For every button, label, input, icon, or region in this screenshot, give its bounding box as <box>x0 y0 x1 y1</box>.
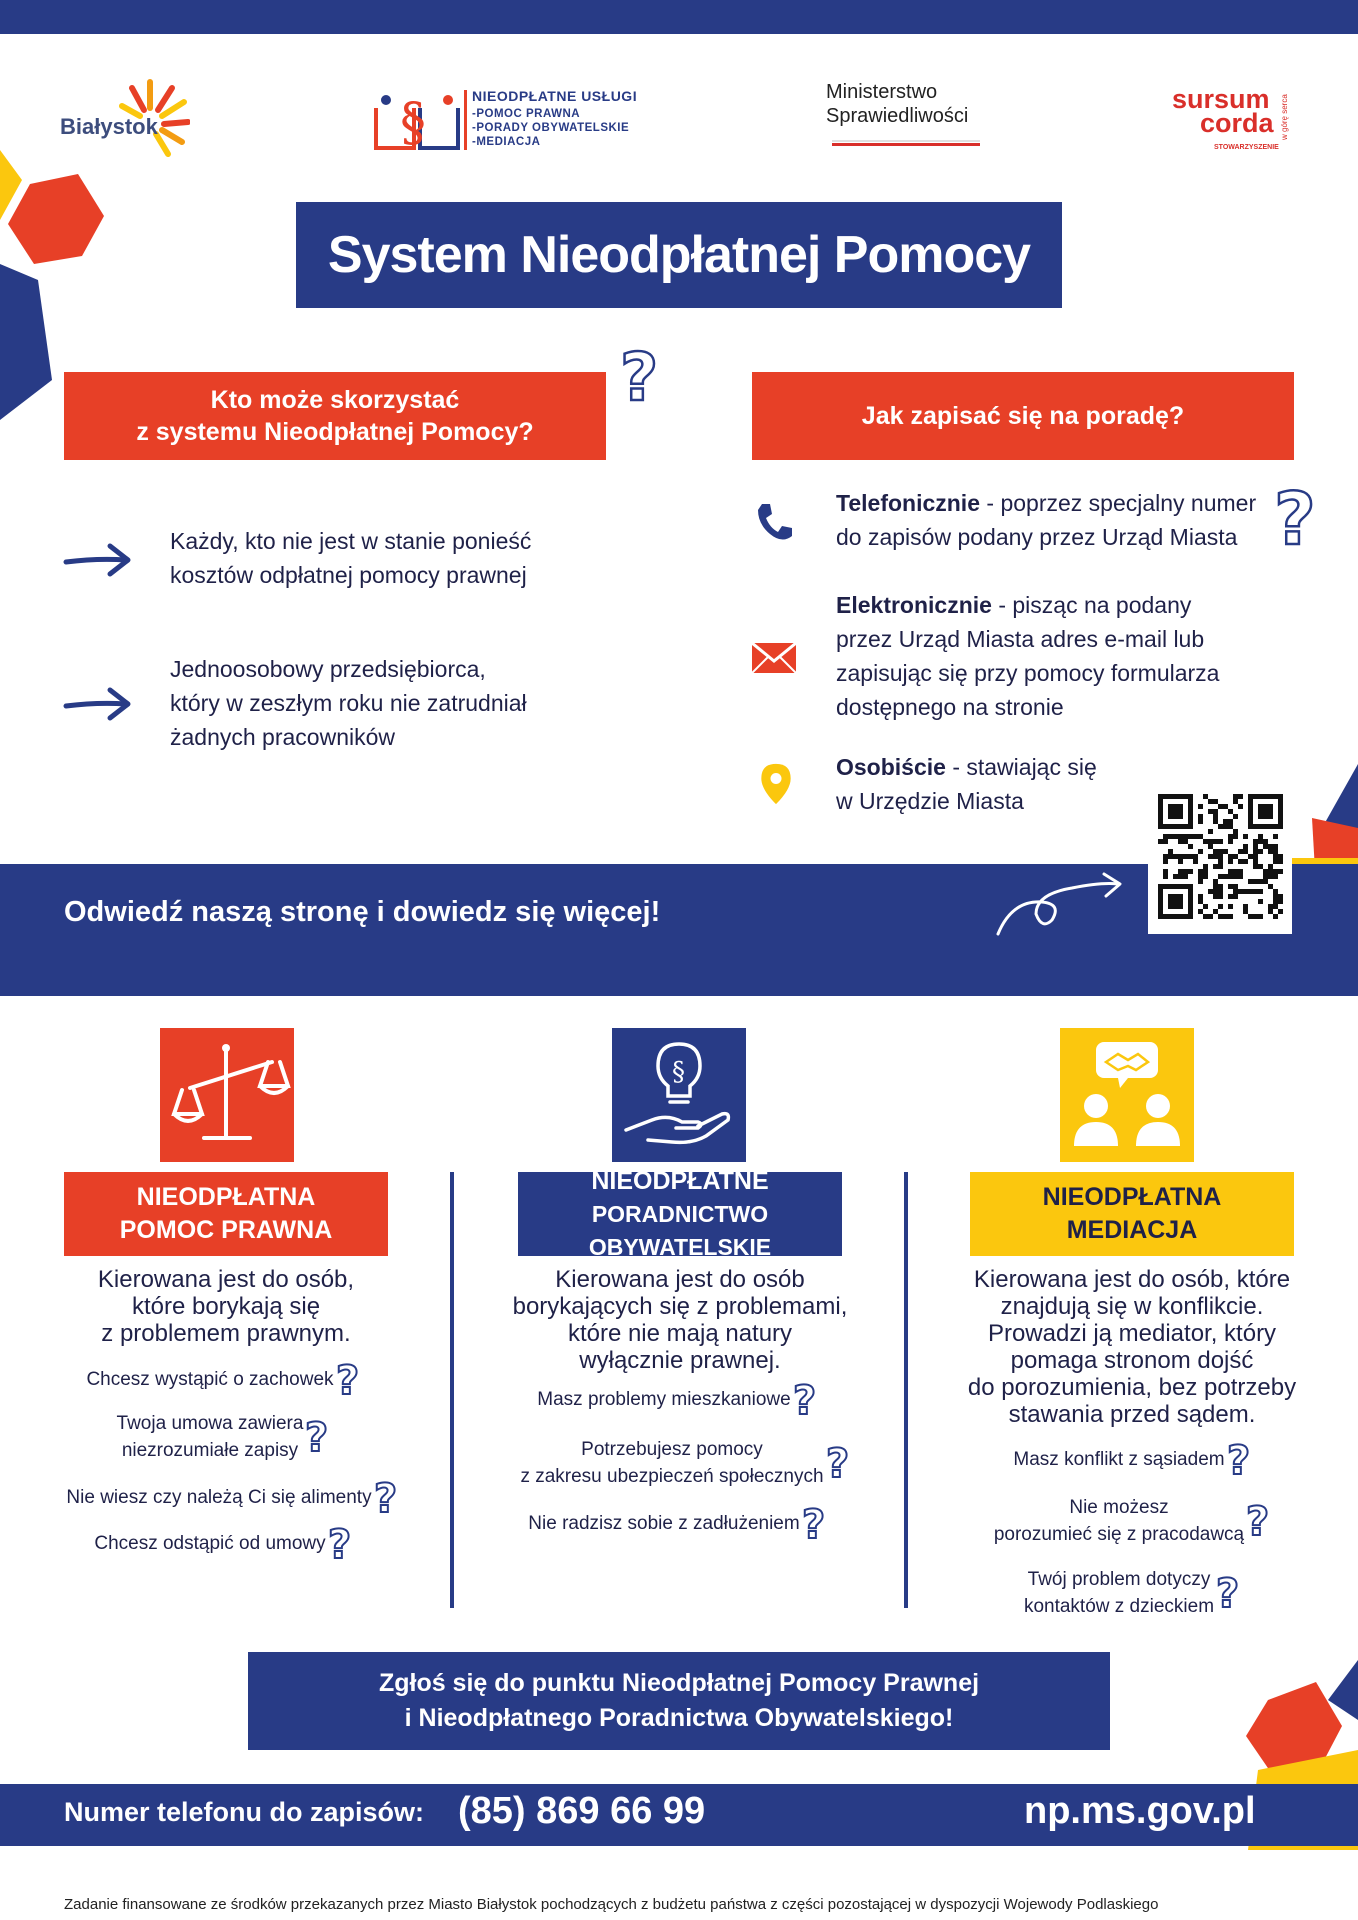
card-desc-civic <box>494 1266 866 1374</box>
visit-text: Odwiedź naszą stronę i dowiedz się więcej! <box>64 896 661 928</box>
card-desc-line: pomaga stronom dojść <box>1010 1347 1254 1374</box>
logo-ms-line: Sprawiedliwości <box>826 105 969 127</box>
who-heading-line: Kto może skorzystać <box>210 386 460 414</box>
svg-text:?: ? <box>373 1476 397 1520</box>
location-pin-icon <box>754 762 798 806</box>
card-question-text: Masz problemy mieszkaniowe <box>537 1389 791 1411</box>
card-desc-line: wyłącznie prawnej. <box>579 1347 781 1374</box>
question-mark-icon <box>326 1522 358 1566</box>
footer-note: Zadanie finansowane ze środków przekazanych przez Miasto Białystok pochodzących z budżetu państwa z części pozostającej w dyspozycji Wojewody Podlaskiego <box>64 1896 1159 1913</box>
how-item-line: - stawiając się <box>945 754 1097 780</box>
logo-nu-line: -PORADY OBYWATELSKIE <box>472 122 630 134</box>
card-desc-line: Kierowana jest do osób, <box>97 1266 355 1293</box>
card-question <box>500 1378 860 1422</box>
card-question-text: porozumieć się z pracodawcą <box>993 1524 1245 1545</box>
card-heading-mediation <box>970 1172 1294 1256</box>
card-question-text: niezrozumiałe zapisy <box>121 1440 299 1461</box>
qr-code[interactable] <box>1148 784 1292 934</box>
logo-nu-line: -MEDIACJA <box>472 136 541 148</box>
card-desc-legal <box>44 1266 408 1347</box>
card-desc-line: które nie mają natury <box>567 1320 793 1347</box>
question-mark-icon <box>1225 1438 1257 1482</box>
svg-text:?: ? <box>620 342 659 416</box>
card-icon-box <box>1060 1028 1194 1162</box>
card-desc-mediation <box>940 1266 1324 1428</box>
card-question-text: Nie radzisz sobie z zadłużeniem <box>528 1513 800 1535</box>
cta-line: Zgłoś się do punktu Nieodpłatnej Pomocy Prawnej <box>378 1669 980 1697</box>
card-desc-line: borykających się z problemami, <box>512 1293 848 1320</box>
who-item-1 <box>170 524 531 592</box>
logo-bialystok <box>60 78 200 158</box>
logo-nieodplatne-uslugi <box>372 82 652 154</box>
card-desc-line: Kierowana jest do osób <box>555 1266 805 1293</box>
card-question <box>500 1502 860 1546</box>
arrow-right-icon <box>62 684 134 724</box>
how-item-line: dostępnego na stronie <box>836 694 1064 720</box>
card-question <box>950 1494 1320 1548</box>
card-heading-legal <box>64 1172 388 1256</box>
card-desc-line: stawania przed sądem. <box>1008 1401 1256 1428</box>
logo-sursum-corda <box>1172 84 1302 159</box>
how-item-line: - poprzez specjalny numer <box>980 490 1257 516</box>
who-item-line: żadnych pracowników <box>170 724 396 750</box>
card-question <box>950 1438 1320 1482</box>
logo-sc-side: w górę serca <box>1280 94 1289 140</box>
who-item-line: Jednoosobowy przedsiębiorca, <box>170 656 486 682</box>
card-question <box>50 1410 402 1464</box>
question-mark-icon <box>824 1441 856 1485</box>
question-mark-icon <box>800 1502 832 1546</box>
logo-nu-title: NIEODPŁATNE USŁUGI <box>472 88 638 104</box>
logo-sc-word2: corda <box>1200 108 1274 138</box>
logo-sc-sub: STOWARZYSZENIE <box>1214 144 1279 151</box>
svg-text:?: ? <box>335 1358 359 1402</box>
svg-text:?: ? <box>305 1415 329 1459</box>
question-mark-icon <box>616 342 672 420</box>
svg-text:?: ? <box>1226 1438 1250 1482</box>
how-item-bold: Osobiście <box>836 754 946 780</box>
card-heading-line: NIEODPŁATNA <box>1042 1183 1222 1211</box>
card-question-text: Chcesz odstąpić od umowy <box>94 1533 326 1555</box>
card-desc-line: do porozumienia, bez potrzeby <box>967 1374 1297 1401</box>
cta-line: i Nieodpłatnego Poradnictwa Obywatelskiego! <box>404 1704 954 1732</box>
who-heading-line: z systemu Nieodpłatnej Pomocy? <box>136 418 534 446</box>
page-title: System Nieodpłatnej Pomocy <box>296 202 1062 308</box>
card-heading-line: NIEODPŁATNA <box>136 1183 316 1211</box>
phone-number[interactable]: (85) 869 66 99 <box>458 1790 706 1832</box>
column-divider <box>450 1172 454 1608</box>
how-item-bold: Telefonicznie <box>836 490 980 516</box>
card-icon-box <box>612 1028 746 1162</box>
card-question <box>950 1566 1320 1620</box>
how-item-line: w Urzędzie Miasta <box>836 788 1024 814</box>
lightbulb-hand-icon <box>612 1028 746 1162</box>
card-desc-line: z problemem prawnym. <box>101 1320 351 1347</box>
question-mark-icon <box>1244 1499 1276 1543</box>
logo-bialystok-text: Białystok <box>60 114 158 139</box>
card-heading-line: PORADNICTWO OBYWATELSKIE <box>588 1200 772 1260</box>
card-question-text: Nie wiesz czy należą Ci się alimenty <box>66 1487 372 1509</box>
swirl-arrow-icon <box>992 870 1132 940</box>
svg-text:?: ? <box>825 1441 849 1485</box>
logo-ms-rule-red <box>832 143 980 146</box>
svg-text:?: ? <box>801 1502 825 1546</box>
card-question-text: Twój problem dotyczy <box>1027 1569 1211 1590</box>
column-divider <box>904 1172 908 1608</box>
svg-text:?: ? <box>792 1378 816 1422</box>
question-mark-icon <box>1214 1571 1246 1615</box>
card-question-text: Nie możesz <box>1069 1497 1169 1518</box>
card-question-text: Masz konflikt z sąsiadem <box>1013 1449 1225 1471</box>
card-heading-line: POMOC PRAWNA <box>119 1216 333 1244</box>
card-desc-line: Kierowana jest do osób, które <box>973 1266 1291 1293</box>
card-desc-line: znajdują się w konflikcie. <box>1000 1293 1264 1320</box>
logo-ministerstwo <box>826 80 1006 150</box>
who-heading <box>64 372 606 460</box>
site-url[interactable]: np.ms.gov.pl <box>1024 1790 1256 1832</box>
cta-banner <box>248 1652 1110 1750</box>
how-item-in-person <box>836 750 1097 818</box>
card-question-text: Twoja umowa zawiera <box>116 1413 304 1434</box>
arrow-right-icon <box>62 540 134 580</box>
question-mark-icon <box>372 1476 404 1520</box>
who-item-2 <box>170 652 527 754</box>
svg-text:?: ? <box>1216 1571 1240 1615</box>
question-mark-icon <box>791 1378 823 1422</box>
qr-code-image <box>1148 784 1292 934</box>
who-item-line: kosztów odpłatnej pomocy prawnej <box>170 562 527 588</box>
logo-ms-line: Ministerstwo <box>826 81 938 103</box>
how-heading: Jak zapisać się na poradę? <box>752 372 1294 460</box>
scales-icon <box>160 1028 294 1162</box>
phone-label: Numer telefonu do zapisów: <box>64 1797 425 1827</box>
question-mark-icon <box>334 1358 366 1402</box>
question-mark-icon <box>1272 478 1328 562</box>
phone-icon <box>752 500 796 544</box>
how-item-line: do zapisów podany przez Urząd Miasta <box>836 524 1238 550</box>
who-item-line: Każdy, kto nie jest w stanie ponieść <box>170 528 532 554</box>
how-item-line: przez Urząd Miasta adres e-mail lub <box>836 626 1205 652</box>
card-desc-line: które borykają się <box>131 1293 321 1320</box>
card-question <box>50 1476 420 1520</box>
how-item-line: zapisując się przy pomocy formularza <box>836 660 1220 686</box>
card-question-text: z zakresu ubezpieczeń społecznych <box>520 1466 824 1487</box>
how-item-email <box>836 588 1219 724</box>
svg-text:?: ? <box>1246 1499 1270 1543</box>
who-item-line: który w zeszłym roku nie zatrudniał <box>170 690 527 716</box>
card-question <box>500 1436 876 1490</box>
top-bar <box>0 0 1358 34</box>
mediation-people-icon <box>1060 1028 1194 1162</box>
card-icon-box <box>160 1028 294 1162</box>
logo-nu-line: -POMOC PRAWNA <box>472 108 581 120</box>
card-question <box>50 1522 402 1566</box>
card-desc-line: Prowadzi ją mediator, który <box>987 1320 1277 1347</box>
card-heading-civic <box>518 1166 842 1260</box>
card-question-text: Chcesz wystąpić o zachowek <box>86 1369 334 1391</box>
svg-text:?: ? <box>327 1522 351 1566</box>
logo-sc-word1: sursum <box>1172 84 1270 114</box>
logo-ms-rule-white <box>832 140 980 142</box>
how-item-bold: Elektronicznie <box>836 592 992 618</box>
svg-text:§: § <box>672 1057 685 1087</box>
envelope-icon <box>752 636 796 680</box>
how-item-phone <box>836 486 1256 554</box>
card-question <box>50 1358 402 1402</box>
book-paragraph-icon <box>372 82 462 154</box>
svg-text:?: ? <box>1274 478 1316 561</box>
svg-text:§: § <box>400 93 426 153</box>
how-item-line: - pisząc na podany <box>991 592 1192 618</box>
logo-nu-divider <box>464 90 467 150</box>
card-question-text: kontaktów z dzieckiem <box>1023 1596 1215 1617</box>
card-heading-line: NIEODPŁATNE <box>591 1166 769 1195</box>
card-question-text: Potrzebujesz pomocy <box>581 1439 763 1460</box>
card-heading-line: MEDIACJA <box>1066 1216 1198 1244</box>
question-mark-icon <box>303 1415 335 1459</box>
